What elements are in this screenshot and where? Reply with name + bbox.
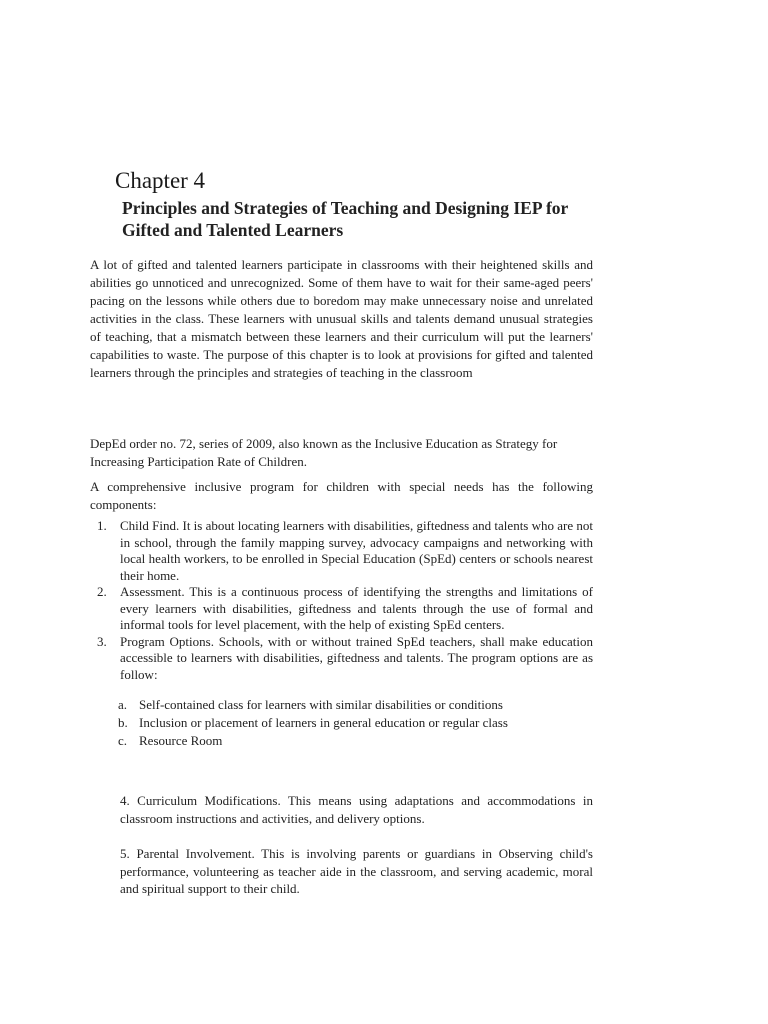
component-text: Assessment. This is a continuous process of identifying the strengths and limitations of every learners with disabilities, giftedness and talents through the use of formal and informal tools for level placement, with the help of existing SpEd centers.: [120, 584, 593, 632]
program-option-letter: a.: [118, 697, 128, 712]
intro-paragraph: A lot of gifted and talented learners participate in classrooms with their heightened skills and abilities go unnoticed and unrecognized. Some of them have to wait for their same-aged peers' pacing on the lessons while others due to boredom may make unnecessary noise and unrelated activities in the class. These learners with unusual skills and talents demand unusual strategies of teaching, that a mismatch between these learners and their curriculum will put the learners' capabilities to waste. The purpose of this chapter is to look at provisions for gifted and talented learners through the principles and strategies of teaching in the classroom: [90, 257, 593, 380]
chapter-subtitle: Principles and Strategies of Teaching and Designing IEP for Gifted and Talented Learners: [122, 198, 568, 240]
program-option-letter: b.: [118, 715, 128, 730]
program-option-item: [118, 732, 578, 750]
program-options-list: [118, 696, 578, 750]
component-item: [97, 518, 593, 584]
component-text: Child Find. It is about locating learners with disabilities, giftedness and talents who are not in school, through the family mapping survey, advocacy campaigns and networking with local health workers, to be enrolled in Special Education (SpEd) centers or schools nearest their home.: [120, 518, 593, 583]
program-option-letter: c.: [118, 733, 128, 748]
comprehensive-program-paragraph: A comprehensive inclusive program for children with special needs has the following components:: [90, 479, 593, 512]
program-option-text: Self-contained class for learners with similar disabilities or conditions: [139, 697, 503, 712]
component-text: Program Options. Schools, with or without trained SpEd teachers, shall make education accessible to learners with disabilities, giftedness and talents. The program options are as follow:: [120, 633, 593, 682]
component-item: [97, 584, 593, 634]
component-number: 1.: [97, 518, 107, 533]
deped-order-paragraph: DepEd order no. 72, series of 2009, also known as the Inclusive Education as Strategy for Increasing Participation Rate of Children.: [90, 436, 558, 469]
program-option-text: Inclusion or placement of learners in general education or regular class: [139, 715, 508, 730]
component-number: 3.: [97, 633, 107, 649]
curriculum-modifications-paragraph: 4. Curriculum Modifications. This means using adaptations and accommodations in classroom instructions and activities, and delivery options.: [120, 793, 593, 826]
program-option-text: Resource Room: [139, 733, 223, 748]
component-number: 2.: [97, 584, 107, 599]
program-option-item: [118, 714, 578, 732]
components-list: [97, 518, 593, 683]
component-item: [97, 634, 593, 684]
parental-involvement-paragraph: 5. Parental Involvement. This is involving parents or guardians in Observing child's performance, volunteering as teacher aide in the classroom, and serving academic, moral and spiritual support to their child.: [120, 846, 593, 896]
program-option-item: [118, 696, 578, 714]
chapter-title: Chapter 4: [115, 168, 206, 193]
